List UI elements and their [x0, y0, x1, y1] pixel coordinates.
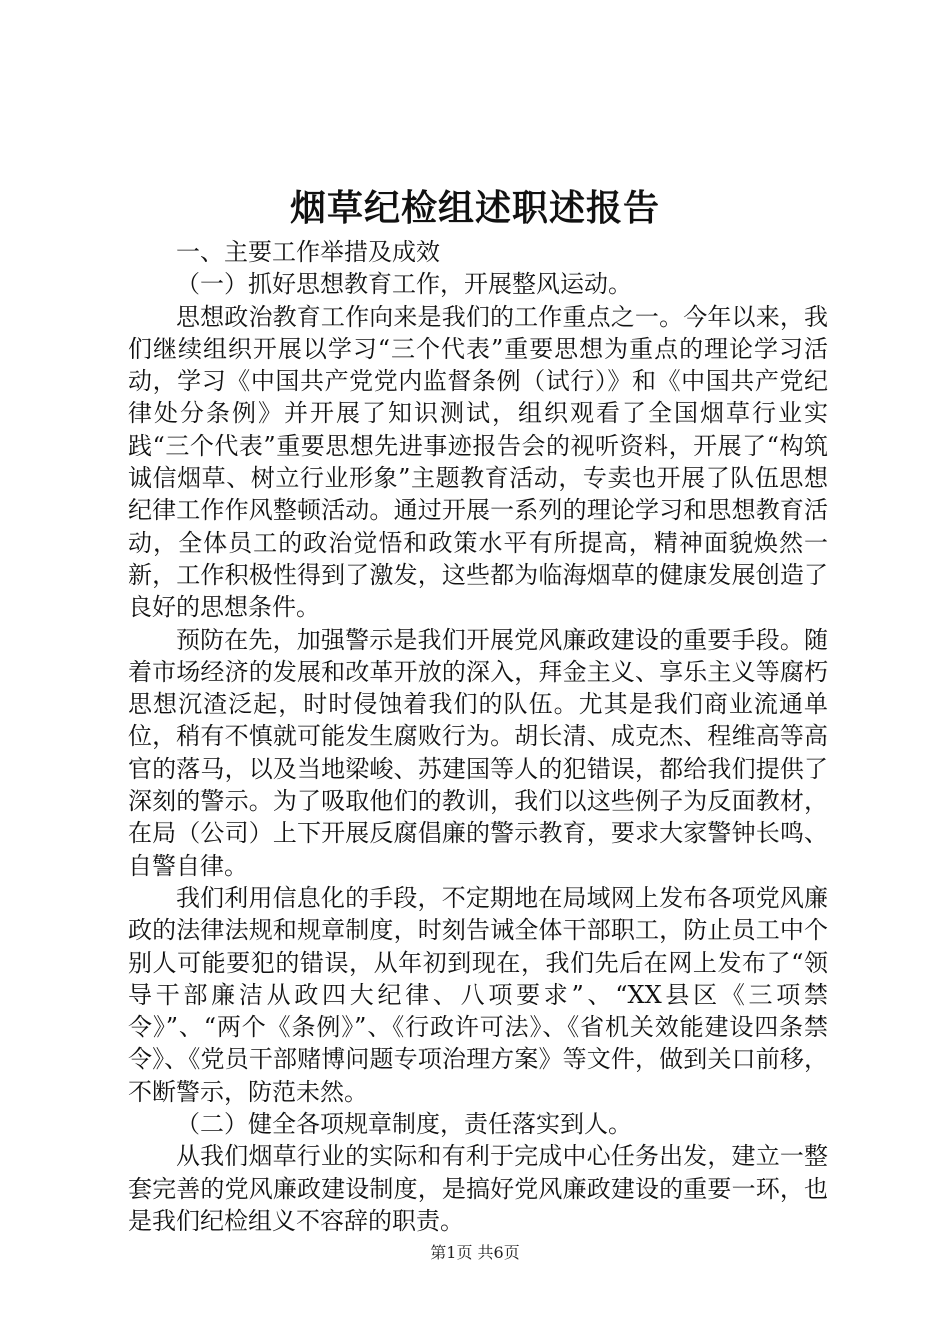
section-heading: 一、主要工作举措及成效 [176, 238, 440, 266]
page-number-footer: 第1页 共6页 [430, 1243, 520, 1262]
document-body [128, 236, 828, 1237]
body-paragraph: 思想政治教育工作向来是我们的工作重点之一。今年以来，我们继续组织开展以学习“三个代表”重要思想为重点的理论学习活动，学习《中国共产党党内监督条例（试行）》和《中国共产党纪律处分条例》并开展了知识测试，组织观看了全国烟草行业实践“三个代表”重要思想先进事迹报告会的视听资料，开展了“构筑诚信烟草、树立行业形象”主题教育活动，专卖也开展了队伍思想纪律工作作风整顿活动。通过开展一系列的理论学习和思想教育活动，全体员工的政治觉悟和政策水平有所提高，精神面貌焕然一新，工作积极性得到了激发，这些都为临海烟草的健康发展创造了良好的思想条件。 [128, 302, 828, 622]
subsection-heading: （一）抓好思想教育工作，开展整风运动。 [176, 270, 632, 299]
subsection-heading: （二）健全各项规章制度，责任落实到人。 [176, 1110, 632, 1139]
document-title: 烟草纪检组述职述报告 [289, 187, 660, 229]
body-paragraph: 我们利用信息化的手段，不定期地在局域网上发布各项党风廉政的法律法规和规章制度，时刻告诫全体干部职工，防止员工中个别人可能要犯的错误，从年初到现在，我们先后在网上发布了“领导干部廉洁从政四大纪律、八项要求”、“XX县区《三项禁令》”、“两个《条例》”、《行政许可法》、《省机关效能建设四条禁令》、《党员干部赌博问题专项治理方案》等文件，做到关口前移，不断警示，防范未然。 [128, 883, 828, 1106]
body-paragraph: 预防在先，加强警示是我们开展党风廉政建设的重要手段。随着市场经济的发展和改革开放的深入，拜金主义、享乐主义等腐朽思想沉渣泛起，时时侵蚀着我们的队伍。尤其是我们商业流通单位，稍有不慎就可能发生腐败行为。胡长清、成克杰、程维高等高官的落马，以及当地梁峻、苏建国等人的犯错误，都给我们提供了深刻的警示。为了吸取他们的教训，我们以这些例子为反面教材，在局（公司）上下开展反腐倡廉的警示教育，要求大家警钟长鸣、自警自律。 [128, 625, 828, 880]
body-paragraph: 从我们烟草行业的实际和有利于完成中心任务出发，建立一整套完善的党风廉政建设制度，是搞好党风廉政建设的重要一环，也是我们纪检组义不容辞的职责。 [128, 1142, 828, 1235]
